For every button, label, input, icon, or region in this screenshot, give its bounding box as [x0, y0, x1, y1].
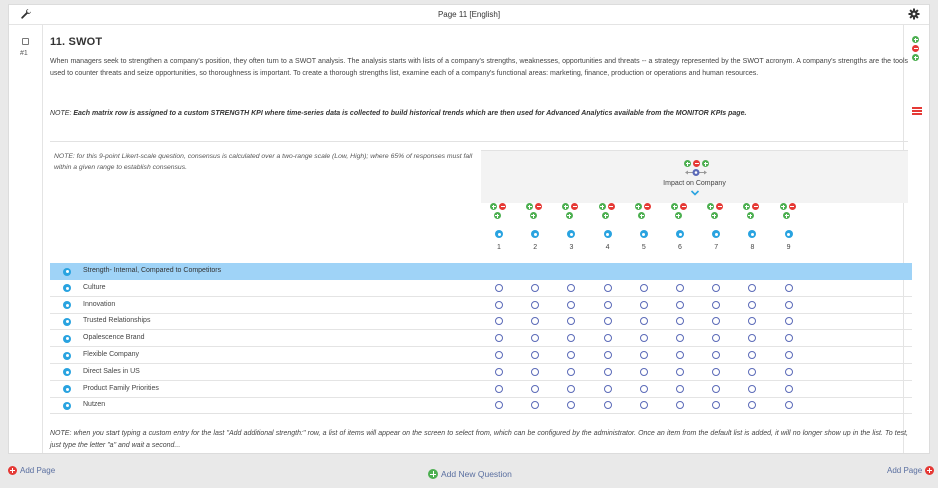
kpi-note-lead: NOTE: [50, 110, 74, 117]
add-icon[interactable] [638, 212, 645, 219]
matrix-row [50, 381, 912, 398]
kpi-note [50, 108, 908, 119]
likert-radio[interactable] [495, 317, 503, 325]
column-settings-icon[interactable] [748, 230, 756, 238]
column-settings-icon[interactable] [785, 230, 793, 238]
likert-radio[interactable] [531, 351, 539, 359]
scale-controls [684, 160, 709, 167]
add-icon[interactable] [599, 203, 606, 210]
add-icon[interactable] [635, 203, 642, 210]
likert-radio[interactable] [495, 401, 503, 409]
add-icon[interactable] [675, 212, 682, 219]
footer-note: NOTE: when you start typing a custom entry for the last "Add additional strength:" row, a list of items will appear on the screen to select from, which can be configured by the administrator. Once an item from the default list is added, it will no longer show up in the list. To test, just type the letter "a" and wait a second... [50, 430, 908, 449]
row-settings-icon[interactable] [63, 268, 71, 276]
matrix-row [50, 313, 912, 330]
column-header [597, 203, 619, 257]
column-controls [566, 212, 573, 219]
row-settings-icon[interactable] [63, 352, 71, 360]
add-icon[interactable] [747, 212, 754, 219]
row-label[interactable]: Flexible Company [83, 351, 140, 358]
column-controls [638, 212, 645, 219]
row-label[interactable]: Product Family Priorities [83, 384, 159, 392]
likert-radio[interactable] [676, 385, 684, 393]
remove-icon[interactable] [644, 203, 651, 210]
remove-icon[interactable] [499, 203, 506, 210]
likert-radio[interactable] [495, 301, 503, 309]
column-controls [602, 212, 609, 219]
gear-icon[interactable] [908, 8, 920, 20]
column-settings-icon[interactable] [676, 230, 684, 238]
column-controls [494, 212, 501, 219]
likert-radio[interactable] [785, 317, 793, 325]
add-page-left-button[interactable] [8, 466, 55, 475]
add-icon[interactable] [530, 212, 537, 219]
matrix-row [50, 297, 912, 314]
question-title[interactable]: 11. SWOT [50, 36, 103, 48]
row-label[interactable]: Culture [83, 283, 106, 291]
likert-radio[interactable] [531, 284, 539, 292]
scale-label[interactable]: Impact on Company [663, 180, 726, 187]
move-arrows-icon[interactable] [684, 168, 708, 177]
row-settings-icon[interactable] [63, 368, 71, 376]
column-label[interactable]: 8 [750, 244, 755, 251]
column-header [488, 203, 510, 257]
likert-radio[interactable] [785, 351, 793, 359]
column-settings-icon[interactable] [604, 230, 612, 238]
likert-radio[interactable] [567, 334, 575, 342]
row-label[interactable]: Opalescence Brand [83, 334, 145, 342]
likert-radio[interactable] [604, 385, 612, 393]
remove-icon[interactable] [608, 203, 615, 210]
row-label[interactable]: Strength- Internal, Compared to Competitors [83, 267, 222, 274]
likert-radio[interactable] [676, 401, 684, 409]
list-icon[interactable] [912, 107, 922, 115]
add-icon[interactable] [711, 212, 718, 219]
divider [50, 413, 908, 414]
likert-radio[interactable] [748, 401, 756, 409]
column-settings-icon[interactable] [531, 230, 539, 238]
add-icon[interactable] [743, 203, 750, 210]
likert-radio[interactable] [785, 334, 793, 342]
row-settings-icon[interactable] [63, 385, 71, 393]
likert-radio[interactable] [495, 351, 503, 359]
question-editor-frame [8, 4, 930, 454]
likert-radio[interactable] [531, 301, 539, 309]
add-icon[interactable] [780, 203, 787, 210]
row-label[interactable]: Innovation [83, 300, 116, 308]
scale-header [481, 150, 908, 203]
likert-radio[interactable] [531, 385, 539, 393]
add-question-icon [428, 469, 438, 479]
matrix-row [50, 330, 912, 347]
page-toolbar [9, 5, 929, 25]
likert-radio[interactable] [567, 385, 575, 393]
remove-icon[interactable] [752, 203, 759, 210]
column-settings-icon[interactable] [712, 230, 720, 238]
likert-radio[interactable] [495, 334, 503, 342]
question-checkbox[interactable] [22, 38, 29, 45]
row-label[interactable]: Direct Sales in US [83, 367, 140, 375]
add-page-icon [925, 466, 934, 475]
likert-radio[interactable] [604, 301, 612, 309]
likert-radio[interactable] [676, 301, 684, 309]
likert-radio[interactable] [640, 301, 648, 309]
column-controls [562, 203, 578, 210]
likert-radio[interactable] [640, 368, 648, 376]
add-page-icon [8, 466, 17, 475]
column-label[interactable]: 3 [569, 244, 574, 251]
likert-radio[interactable] [748, 301, 756, 309]
matrix-row [50, 397, 912, 414]
likert-radio[interactable] [531, 368, 539, 376]
likert-radio[interactable] [604, 351, 612, 359]
row-label[interactable]: Trusted Relationships [83, 317, 151, 325]
likert-radio[interactable] [495, 368, 503, 376]
column-header [560, 203, 582, 257]
likert-radio[interactable] [712, 334, 720, 342]
column-controls [530, 212, 537, 219]
likert-radio[interactable] [604, 317, 612, 325]
question-number: #1 [20, 50, 28, 57]
likert-radio[interactable] [748, 334, 756, 342]
likert-radio[interactable] [640, 351, 648, 359]
likert-radio[interactable] [785, 301, 793, 309]
likert-radio[interactable] [604, 401, 612, 409]
add-page-right-label: Add Page [887, 466, 923, 475]
remove-icon[interactable] [716, 203, 723, 210]
row-settings-icon[interactable] [63, 318, 71, 326]
column-controls [743, 203, 759, 210]
add-new-question-label: Add New Question [441, 469, 512, 479]
likert-radio[interactable] [495, 284, 503, 292]
likert-radio[interactable] [712, 385, 720, 393]
column-controls [671, 203, 687, 210]
remove-icon[interactable] [535, 203, 542, 210]
likert-radio[interactable] [748, 385, 756, 393]
likert-radio[interactable] [567, 301, 575, 309]
column-controls [711, 212, 718, 219]
likert-radio[interactable] [567, 317, 575, 325]
add-icon[interactable] [912, 36, 919, 43]
add-icon[interactable] [783, 212, 790, 219]
column-settings-icon[interactable] [567, 230, 575, 238]
likert-radio[interactable] [748, 351, 756, 359]
column-label[interactable]: 1 [497, 244, 501, 251]
add-icon[interactable] [912, 54, 919, 61]
likert-radio[interactable] [712, 301, 720, 309]
column-settings-icon[interactable] [495, 230, 503, 238]
add-icon[interactable] [562, 203, 569, 210]
likert-radio[interactable] [567, 401, 575, 409]
column-settings-icon[interactable] [640, 230, 648, 238]
column-label[interactable]: 4 [605, 244, 610, 251]
add-icon[interactable] [702, 160, 709, 167]
add-icon[interactable] [566, 212, 573, 219]
likert-radio[interactable] [604, 284, 612, 292]
likert-radio[interactable] [640, 317, 648, 325]
column-controls [747, 212, 754, 219]
remove-icon[interactable] [693, 160, 700, 167]
likert-radio[interactable] [748, 368, 756, 376]
question-controls [912, 36, 922, 63]
add-page-left-label: Add Page [20, 466, 56, 475]
likert-radio[interactable] [531, 401, 539, 409]
add-page-right-button[interactable] [887, 466, 934, 475]
likert-radio[interactable] [785, 284, 793, 292]
row-settings-icon[interactable] [63, 301, 71, 309]
likert-radio[interactable] [676, 334, 684, 342]
likert-radio[interactable] [640, 401, 648, 409]
row-settings-icon[interactable] [63, 335, 71, 343]
remove-icon[interactable] [789, 203, 796, 210]
likert-radio[interactable] [676, 368, 684, 376]
row-settings-icon[interactable] [63, 402, 71, 410]
likert-radio[interactable] [785, 401, 793, 409]
likert-radio[interactable] [712, 317, 720, 325]
likert-radio[interactable] [567, 351, 575, 359]
column-label[interactable]: 6 [678, 244, 682, 251]
likert-radio[interactable] [676, 317, 684, 325]
column-header [741, 203, 763, 257]
likert-radio[interactable] [748, 317, 756, 325]
add-icon[interactable] [526, 203, 533, 210]
column-controls [780, 203, 796, 210]
likert-radio[interactable] [712, 401, 720, 409]
likert-radio[interactable] [676, 284, 684, 292]
matrix-row [50, 280, 912, 297]
page-title: Page 11 [English] [437, 10, 501, 19]
matrix-row [50, 364, 912, 381]
add-icon[interactable] [707, 203, 714, 210]
column-label[interactable]: 7 [714, 244, 719, 251]
column-controls [599, 203, 615, 210]
likert-radio[interactable] [640, 334, 648, 342]
remove-icon[interactable] [571, 203, 578, 210]
remove-icon[interactable] [912, 45, 919, 52]
column-controls [635, 203, 651, 210]
add-icon[interactable] [490, 203, 497, 210]
likert-radio[interactable] [495, 385, 503, 393]
likert-radio[interactable] [785, 368, 793, 376]
likert-radio[interactable] [604, 368, 612, 376]
column-label[interactable]: 9 [786, 244, 791, 251]
column-label[interactable]: 2 [533, 244, 538, 251]
likert-radio[interactable] [604, 334, 612, 342]
likert-radio[interactable] [531, 317, 539, 325]
row-settings-icon[interactable] [63, 284, 71, 292]
likert-radio[interactable] [712, 284, 720, 292]
likert-radio[interactable] [567, 284, 575, 292]
kpi-note-body: Each matrix row is assigned to a custom STRENGTH KPI where time-series data is collected to build historical trends which are then used for Advanced Analytics available from the MONITOR KPIs page. [73, 110, 747, 117]
row-label[interactable]: Nutzen [83, 401, 106, 409]
column-header [705, 203, 727, 257]
column-header [669, 203, 691, 257]
add-icon[interactable] [494, 212, 501, 219]
column-header [524, 203, 546, 257]
likert-radio[interactable] [712, 351, 720, 359]
question-intro: When managers seek to strengthen a company's position, they often turn to a SWOT analysis. The analysis starts with lists of a company's strengths, weaknesses, opportunities and threats -- a strategy represented by the SWOT acronym. A company's strengths are the tools used to counter threats and seize opportunities, so thoroughness is important. To create a thorough strengths list, examine each of a company's functional areas: marketing, finance, production or operations and human resources. [50, 58, 908, 77]
add-icon[interactable] [671, 203, 678, 210]
question-select-column [9, 25, 43, 453]
add-new-question-button[interactable] [428, 469, 512, 479]
matrix-row [50, 347, 912, 364]
column-controls [526, 203, 542, 210]
likert-radio[interactable] [640, 385, 648, 393]
add-icon[interactable] [684, 160, 691, 167]
matrix-group-header [50, 263, 912, 280]
column-header [633, 203, 655, 257]
likert-radio[interactable] [640, 284, 648, 292]
consensus-note: NOTE: for this 9-point Likert-scale question, consensus is calculated over a two-range scale (Low, High); where 65% of responses must fall within a given range to establish consensus. [54, 153, 473, 171]
divider [50, 141, 908, 142]
likert-radio[interactable] [785, 385, 793, 393]
likert-radio[interactable] [712, 368, 720, 376]
column-controls [675, 212, 682, 219]
column-header [778, 203, 800, 257]
column-controls [707, 203, 723, 210]
chevron-down-icon[interactable] [690, 189, 700, 197]
remove-icon[interactable] [680, 203, 687, 210]
likert-radio[interactable] [531, 334, 539, 342]
likert-radio[interactable] [748, 284, 756, 292]
column-controls [783, 212, 790, 219]
add-icon[interactable] [602, 212, 609, 219]
column-controls [490, 203, 506, 210]
likert-radio[interactable] [567, 368, 575, 376]
column-label[interactable]: 5 [641, 244, 646, 251]
likert-radio[interactable] [676, 351, 684, 359]
